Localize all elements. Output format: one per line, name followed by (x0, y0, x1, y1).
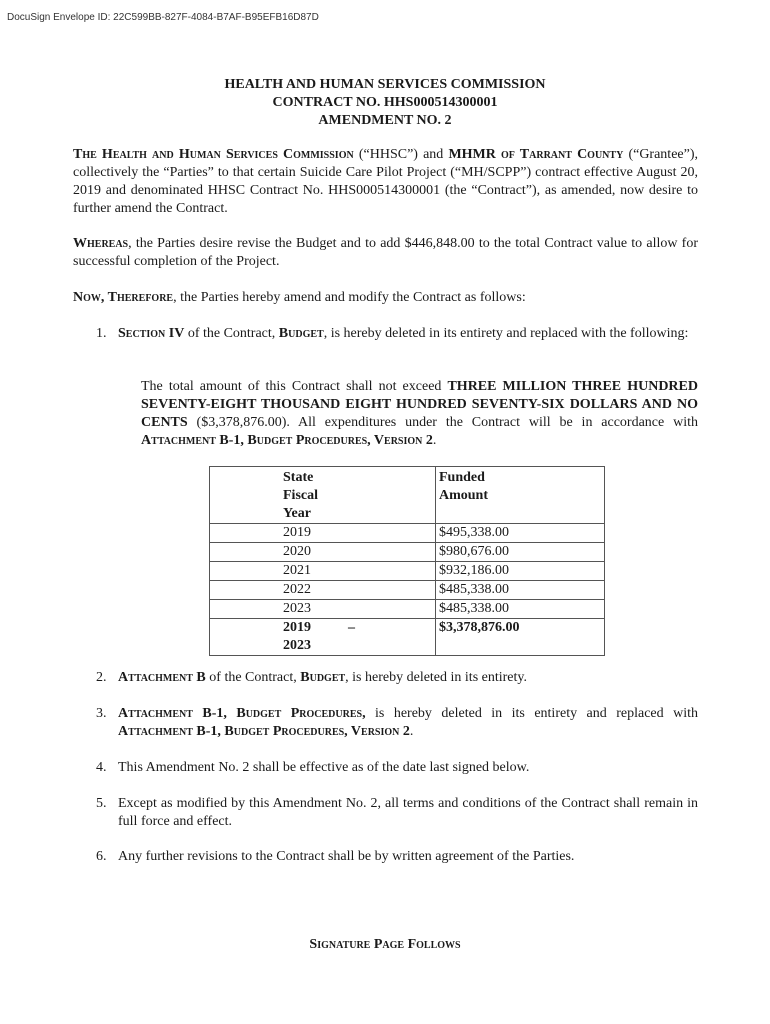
item-lead2: Budget (300, 670, 346, 685)
item-number: 5. (96, 796, 107, 811)
item-lead: Section IV (118, 326, 185, 341)
item-text: Any further revisions to the Contract shall be by written agreement of the Parties. (118, 849, 575, 864)
table-row (210, 543, 605, 562)
header-contract-number: CONTRACT NO. HHS000514300001 (272, 95, 498, 110)
item-lead: Attachment B-1, Budget Procedures, (118, 706, 366, 721)
item-number: 1. (96, 326, 107, 341)
item-text: is hereby deleted in its entirety and replaced with (365, 706, 698, 721)
list-item (96, 325, 698, 343)
amount-cell: $485,338.00 (436, 581, 605, 600)
total-year-end: 2023 (283, 638, 311, 653)
party1: The Health and Human Services Commission (73, 147, 354, 162)
document-header (0, 76, 770, 130)
year-cell: 2022 (210, 581, 436, 600)
whereas-paragraph (73, 235, 698, 271)
header-fiscal: Fiscal (283, 488, 318, 503)
item-number: 2. (96, 670, 107, 685)
now-therefore-paragraph (73, 289, 698, 307)
amount-cell: $495,338.00 (436, 524, 605, 543)
amount-cell: $932,186.00 (436, 562, 605, 581)
whereas-text: , the Parties desire revise the Budget and to add $446,848.00 to the total Contract value to allow for successful completion of the Project. (73, 236, 698, 269)
item-number: 6. (96, 849, 107, 864)
item-number: 4. (96, 760, 107, 775)
item-text: Except as modified by this Amendment No. 2, all terms and conditions of the Contract shall remain in full force and effect. (118, 796, 698, 829)
signature-page-follows: Signature Page Follows (309, 937, 461, 952)
item-lead: Attachment B (118, 670, 206, 685)
now-text: , the Parties hereby amend and modify the Contract as follows: (173, 290, 526, 305)
envelope-id: DocuSign Envelope ID: 22C599BB-827F-4084-B7AF-B95EFB16D87D (7, 12, 319, 23)
item-text: , is hereby deleted in its entirety and replaced with the following: (323, 326, 689, 341)
list-item (96, 759, 698, 777)
table-total-row (210, 619, 605, 656)
intro-text2: (“Grantee”), collectively the “Parties” to that certain Suicide Care Pilot Project (“MH/SCPP”) contract effective August 20, 2019 and denominated HHSC Contract No. HHS000514300001 (the “Contract”), as amended, now desire to further amend the Contract. (73, 147, 698, 216)
header-commission: HEALTH AND HUMAN SERVICES COMMISSION (224, 77, 546, 92)
year-cell: 2020 (210, 543, 436, 562)
intro-paragraph (73, 146, 698, 218)
table-row (210, 524, 605, 543)
budget-text1: The total amount of this Contract shall not exceed (141, 379, 448, 394)
table-row (210, 600, 605, 619)
header-funded: Funded (439, 470, 485, 485)
list-item (96, 669, 698, 687)
year-cell: 2019 (210, 524, 436, 543)
item-text: This Amendment No. 2 shall be effective as of the date last signed below. (118, 760, 530, 775)
amount-cell: $980,676.00 (436, 543, 605, 562)
table-header-row (210, 467, 605, 524)
total-years-cell (210, 619, 436, 656)
list-item (96, 705, 698, 741)
total-dash: – (348, 620, 355, 635)
header-amount: Amount (439, 488, 489, 503)
budget-text2: ($3,378,876.00). All expenditures under the Contract will be in accordance with (187, 415, 698, 430)
header-amendment-number: AMENDMENT NO. 2 (318, 113, 452, 128)
header-year: Year (283, 506, 311, 521)
budget-paragraph (141, 378, 698, 450)
header-state-fiscal-year (210, 467, 436, 524)
item-lead2: Budget (278, 326, 324, 341)
table-row (210, 562, 605, 581)
year-cell: 2021 (210, 562, 436, 581)
budget-end: . (432, 433, 437, 448)
header-state: State (283, 470, 314, 485)
item-mid: of the Contract, (184, 326, 279, 341)
year-cell: 2023 (210, 600, 436, 619)
item-lead2: Attachment B-1, Budget Procedures, Version 2 (118, 724, 410, 739)
now-lead: Now, Therefore (73, 290, 174, 305)
list-item (96, 848, 698, 866)
item-mid: of the Contract, (205, 670, 301, 685)
item-text: , is hereby deleted in its entirety. (345, 670, 527, 685)
party2-county: of Tarrant County (495, 147, 624, 162)
total-year-start: 2019 (283, 620, 311, 635)
item-end: . (409, 724, 414, 739)
list-item (96, 795, 698, 831)
funding-table (209, 466, 605, 656)
whereas-lead: Whereas (73, 236, 129, 251)
intro-text1: (“HHSC”) and (353, 147, 449, 162)
party2: MHMR (448, 147, 496, 162)
header-funded-amount (436, 467, 605, 524)
budget-amount-words: THREE MILLION THREE HUNDRED SEVENTY-EIGHT THOUSAND EIGHT HUNDRED SEVENTY-SIX DOLLARS AND NO CENTS (141, 379, 698, 430)
amount-cell: $485,338.00 (436, 600, 605, 619)
item-number: 3. (96, 706, 107, 721)
budget-attachment: Attachment B-1, Budget Procedures, Version 2 (141, 433, 433, 448)
table-row (210, 581, 605, 600)
total-amount-cell: $3,378,876.00 (436, 619, 605, 656)
